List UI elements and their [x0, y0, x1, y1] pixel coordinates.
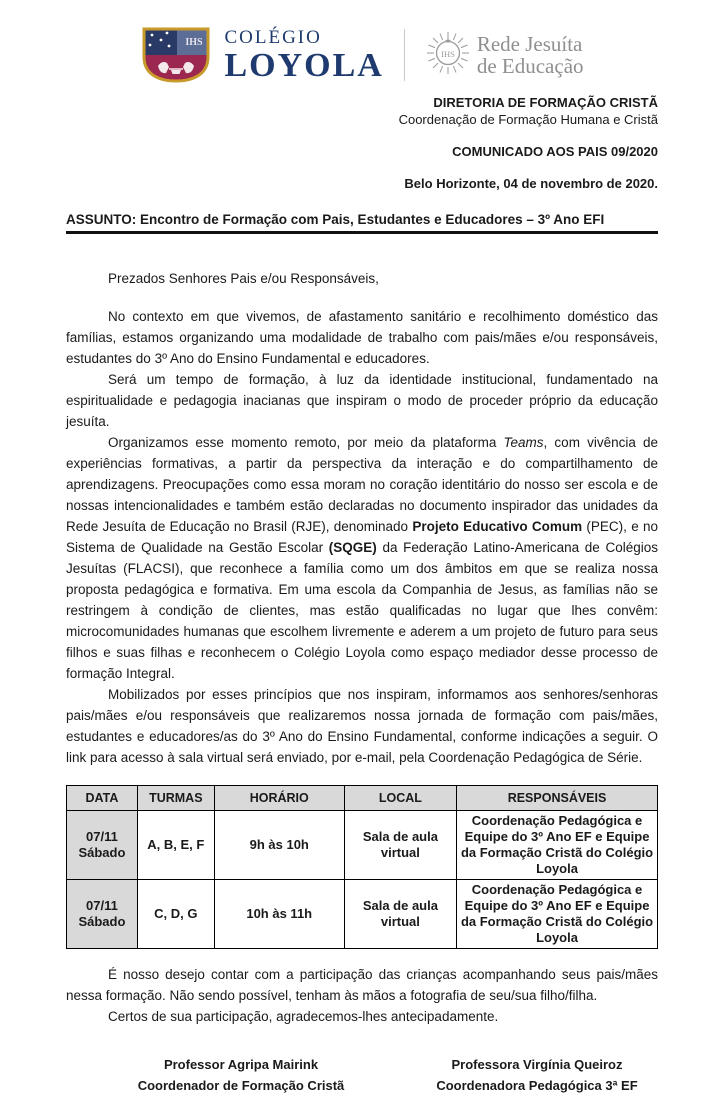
day-value: Sábado — [78, 845, 126, 860]
department-line: DIRETORIA DE FORMAÇÃO CRISTÃ — [433, 95, 658, 110]
schedule-table — [66, 785, 658, 949]
college-wordmark — [224, 28, 383, 83]
dateline: Belo Horizonte, 04 de novembro de 2020. — [404, 176, 658, 191]
signer-name: Professora Virgínia Queiroz — [451, 1057, 623, 1072]
header-local: LOCAL — [344, 786, 456, 811]
signature-block — [66, 1054, 658, 1096]
signer-role: Coordenador de Formação Cristã — [137, 1078, 345, 1093]
body-paragraph-1: No contexto em que vivemos, de afastamento sanitário e recolhimento doméstico das famílias, estamos organizando uma modalidade de trabalho com pais/mães e/ou responsáveis, estudantes do 3º Ano do Ensino Fundamental e educadores. — [66, 309, 658, 366]
header-turmas: TURMAS — [137, 786, 214, 811]
closing-paragraph-2: Certos de sua participação, agradecemos-lhes antecipadamente. — [108, 1009, 499, 1024]
table-row — [67, 811, 658, 880]
letter-body — [66, 268, 658, 768]
rede-jesuita-logo — [425, 29, 584, 82]
signer-role: Coordenadora Pedagógica 3ª EF — [436, 1078, 638, 1093]
closing-paragraphs — [66, 964, 658, 1027]
body-paragraph-4: Mobilizados por esses princípios que nos inspiram, informamos aos senhores/senhoras pais/mães e/ou responsáveis que realizaremos nossa jornada de formação com pais/mães, estudantes e educadores/as do 3º Ano do Ensino Fundamental, conforme indicações a seguir. O link para acesso à sala virtual será enviado, por e-mail, pela Coordenação Pedagógica de Série. — [66, 687, 658, 765]
header-horario: HORÁRIO — [214, 786, 344, 811]
coordination-line: Coordenação de Formação Humana e Cristã — [398, 112, 658, 127]
notice-number-line: COMUNICADO AOS PAIS 09/2020 — [452, 144, 658, 159]
network-name-line1: Rede Jesuíta — [476, 31, 583, 56]
cell-local: Sala de aula virtual — [344, 880, 456, 949]
cell-date — [67, 880, 138, 949]
network-name — [477, 33, 584, 77]
letterhead-logos — [0, 0, 724, 86]
subject-line: ASSUNTO: Encontro de Formação com Pais, Estudantes e Educadores – 3º Ano EFI — [66, 212, 658, 234]
day-value: Sábado — [78, 914, 126, 929]
cell-horario: 10h às 11h — [214, 880, 344, 949]
date-value: 07/11 — [86, 829, 118, 844]
header-data: DATA — [67, 786, 138, 811]
date-value: 07/11 — [86, 898, 118, 913]
cell-responsaveis: Coordenação Pedagógica e Equipe do 3º Ano EF e Equipe da Formação Cristã do Colégio Loyola — [457, 880, 658, 949]
closing-paragraph-1: É nosso desejo contar com a participação das crianças acompanhando seus pais/mães nessa formação. Não sendo possível, tenham às mãos a fotografia de seu/sua filho/filha. — [66, 967, 658, 1003]
cell-local: Sala de aula virtual — [344, 811, 456, 880]
header-responsaveis: RESPONSÁVEIS — [457, 786, 658, 811]
college-name-bottom: LOYOLA — [224, 46, 384, 84]
crest-ihs-monogram: IHS — [185, 37, 204, 48]
loyola-crest-icon — [140, 26, 212, 84]
letterhead-text — [66, 94, 658, 192]
cell-turmas: C, D, G — [137, 880, 214, 949]
ihs-sunburst-icon — [425, 29, 471, 82]
cell-horario: 9h às 10h — [214, 811, 344, 880]
salutation: Prezados Senhores Pais e/ou Responsáveis, — [108, 271, 379, 286]
signature-left — [66, 1054, 416, 1096]
cell-responsaveis: Coordenação Pedagógica e Equipe do 3º Ano EF e Equipe da Formação Cristã do Colégio Loyola — [457, 811, 658, 880]
p3-segment: da Federação Latino-Americana de Colégios Jesuítas (FLACSI), que reconhece a família como um dos âmbitos em que se realiza nossa proposta pedagógica e formativa. Em uma escola da Companhia de Jesus, as famílias não se restringem à condição de clientes, mas estão qualificadas no lugar que lhes convêm: microcomunidades humanas que escolhem livremente e aderem a um projeto de futuro para seus filhos e suas filhas e reconhecem o Colégio Loyola como espaço mediador desse processo de formação Integral. — [66, 540, 658, 681]
cell-date — [67, 811, 138, 880]
p3-teams-italic: Teams — [503, 435, 544, 450]
p3-pec-bold: Projeto Educativo Comum — [412, 519, 583, 534]
table-row — [67, 880, 658, 949]
sunburst-ihs-monogram: IHS — [440, 48, 455, 59]
p3-segment: (PEC), e no Sistema de Qualidade na Gestão Escolar — [66, 519, 658, 555]
p3-segment: , com vivência de experiências formativas, a partir da perspectiva da interação e do compartilhamento de aprendizagens. Preocupações como essa moram no coração identitário do nosso ser escola e de nossas intencionalidades e também estão declaradas no documento inspirador das unidades da Rede Jesuíta de Educação no Brasil (RJE), denominado — [66, 435, 659, 534]
signature-right — [416, 1054, 658, 1096]
cell-turmas: A, B, E, F — [137, 811, 214, 880]
p3-sqge-bold: (SQGE) — [328, 540, 377, 555]
college-name-top: COLÉGIO — [224, 26, 322, 48]
table-header-row — [67, 786, 658, 811]
signer-name: Professor Agripa Mairink — [163, 1057, 319, 1072]
network-name-line2: de Educação — [476, 54, 584, 78]
body-paragraph-2: Será um tempo de formação, à luz da identidade institucional, fundamentado na espiritualidade e pedagogia inacianas que inspiram o modo de proceder próprio da educação jesuíta. — [66, 372, 658, 429]
p3-segment: Organizamos esse momento remoto, por meio da plataforma — [108, 435, 504, 450]
logo-divider — [404, 29, 405, 81]
body-paragraph-3 — [66, 432, 658, 684]
